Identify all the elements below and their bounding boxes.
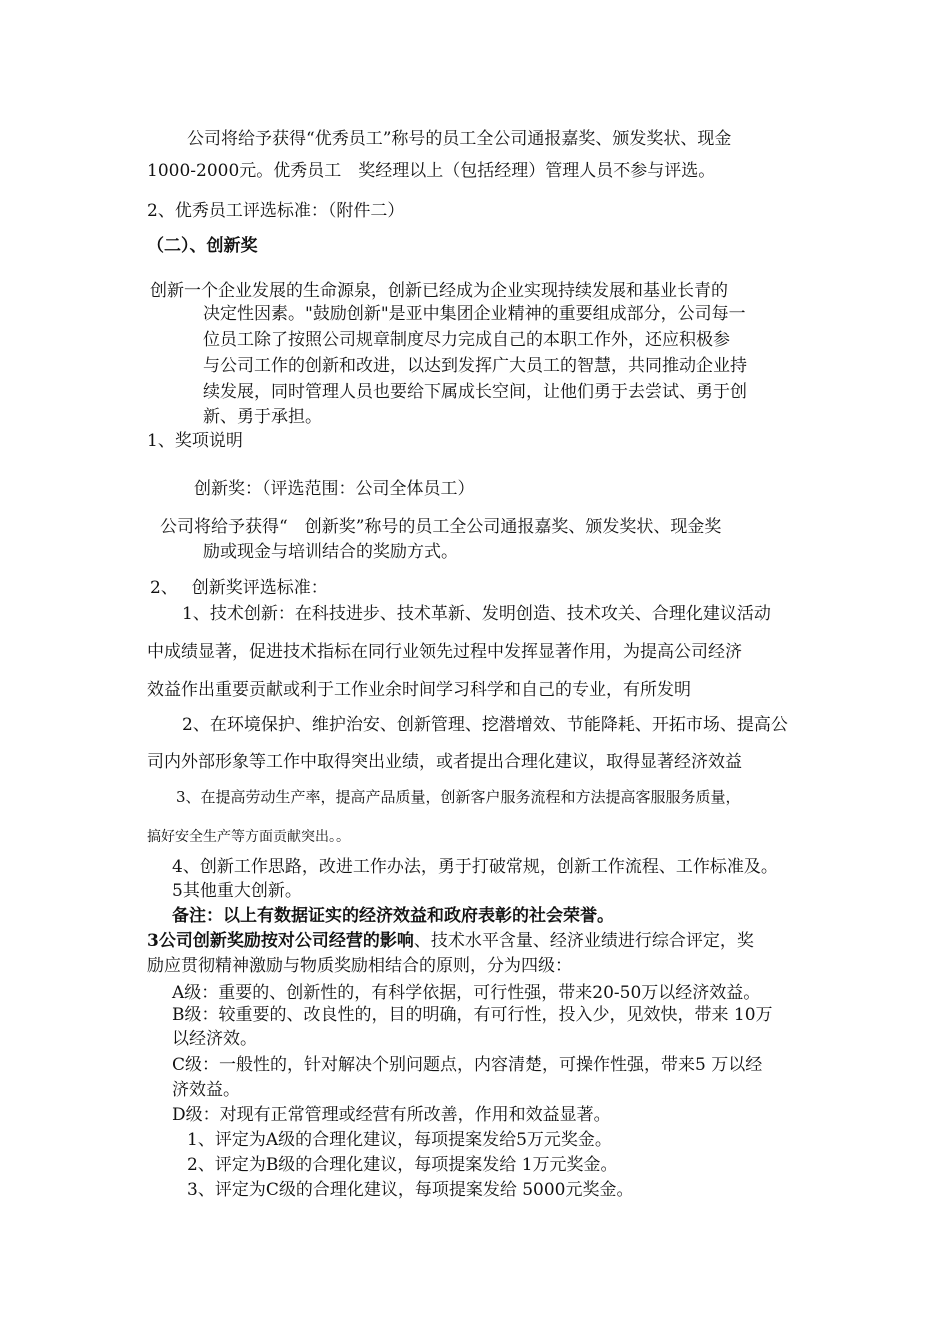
paragraph-line <box>147 930 754 952</box>
list-item: 2、优秀员工评选标准：（附件二） <box>147 201 405 221</box>
note-line: 备注：以上有数据证实的经济效益和政府表彰的社会荣誉。 <box>172 906 614 926</box>
paragraph-line: 2、在环境保护、维护治安、创新管理、挖潜增效、节能降耗、开拓市场、提高公 <box>182 715 788 735</box>
paragraph-line: 励或现金与培训结合的奖励方式。 <box>203 542 458 562</box>
award-line: 3、评定为C级的合理化建议，每项提案发给 5000元奖金。 <box>187 1180 634 1200</box>
grade-line: 济效益。 <box>172 1080 240 1100</box>
paragraph-line: 励应贯彻精神激励与物质奖励相结合的原则，分为四级： <box>147 956 572 976</box>
award-line: 1、评定为A级的合理化建议，每项提案发给5万元奖金。 <box>187 1130 612 1150</box>
paragraph-line: 位员工除了按照公司规章制度尽力完成自己的本职工作外，还应积极参 <box>203 330 730 350</box>
normal-text: 、技术水平含量、经济业绩进行综合评定，奖 <box>413 931 754 951</box>
bold-text: 3公司创新奖励按对公司经营的影响 <box>147 931 414 951</box>
paragraph-line: 1、技术创新：在科技进步、技术革新、发明创造、技术攻关、合理化建议活动 <box>182 604 771 624</box>
paragraph-line: 创新一个企业发展的生命源泉，创新已经成为企业实现持续发展和基业长青的 <box>150 281 728 301</box>
paragraph-line: 公司将给予获得“优秀员工”称号的员工全公司通报嘉奖、颁发奖状、现金 <box>187 129 732 149</box>
paragraph-line: 新、勇于承担。 <box>203 407 322 427</box>
grade-line: C级：一般性的，针对解决个别问题点，内容清楚，可操作性强，带来5 万以经 <box>172 1055 763 1075</box>
section-heading: （二）、创新奖 <box>147 236 258 256</box>
paragraph-line: 决定性因素。"鼓励创新"是亚中集团企业精神的重要组成部分，公司每一 <box>203 304 746 324</box>
paragraph-line: 司内外部形象等工作中取得突出业绩，或者提出合理化建议，取得显著经济效益 <box>147 752 742 772</box>
list-item: 1、奖项说明 <box>147 431 243 451</box>
paragraph-line: 效益作出重要贡献或利于工作业余时间学习科学和自己的专业，有所发明 <box>147 680 691 700</box>
list-item: 2、 创新奖评选标准： <box>150 578 328 598</box>
grade-line: D级：对现有正常管理或经营有所改善，作用和效益显著。 <box>172 1105 611 1125</box>
paragraph-line: 5其他重大创新。 <box>172 881 302 901</box>
paragraph-line: 公司将给予获得“ 创新奖”称号的员工全公司通报嘉奖、颁发奖状、现金奖 <box>160 517 722 537</box>
award-line: 2、评定为B级的合理化建议，每项提案发给 1万元奖金。 <box>187 1155 618 1175</box>
paragraph-line: 创新奖：（评选范围：公司全体员工） <box>194 479 475 499</box>
grade-line: 以经济效。 <box>172 1029 257 1049</box>
grade-line: A级：重要的、创新性的，有科学依据，可行性强，带来20-50万以经济效益。 <box>172 983 761 1003</box>
paragraph-line: 4、创新工作思路，改进工作办法，勇于打破常规，创新工作流程、工作标准及。 <box>172 857 778 877</box>
paragraph-line: 搞好安全生产等方面贡献突出。。 <box>147 829 350 845</box>
paragraph-line: 与公司工作的创新和改进，以达到发挥广大员工的智慧，共同推动企业持 <box>203 356 747 376</box>
grade-line: B级：较重要的、改良性的，目的明确，有可行性，投入少，见效快，带来 10万 <box>172 1005 773 1025</box>
paragraph-line: 中成绩显著，促进技术指标在同行业领先过程中发挥显著作用，为提高公司经济 <box>147 642 742 662</box>
paragraph-line: 3、在提高劳动生产率，提高产品质量，创新客户服务流程和方法提高客服服务质量， <box>176 788 741 806</box>
paragraph-line: 1000-2000元。优秀员工 奖经理以上（包括经理）管理人员不参与评选。 <box>147 161 716 181</box>
paragraph-line: 续发展，同时管理人员也要给下属成长空间，让他们勇于去尝试、勇于创 <box>203 382 747 402</box>
